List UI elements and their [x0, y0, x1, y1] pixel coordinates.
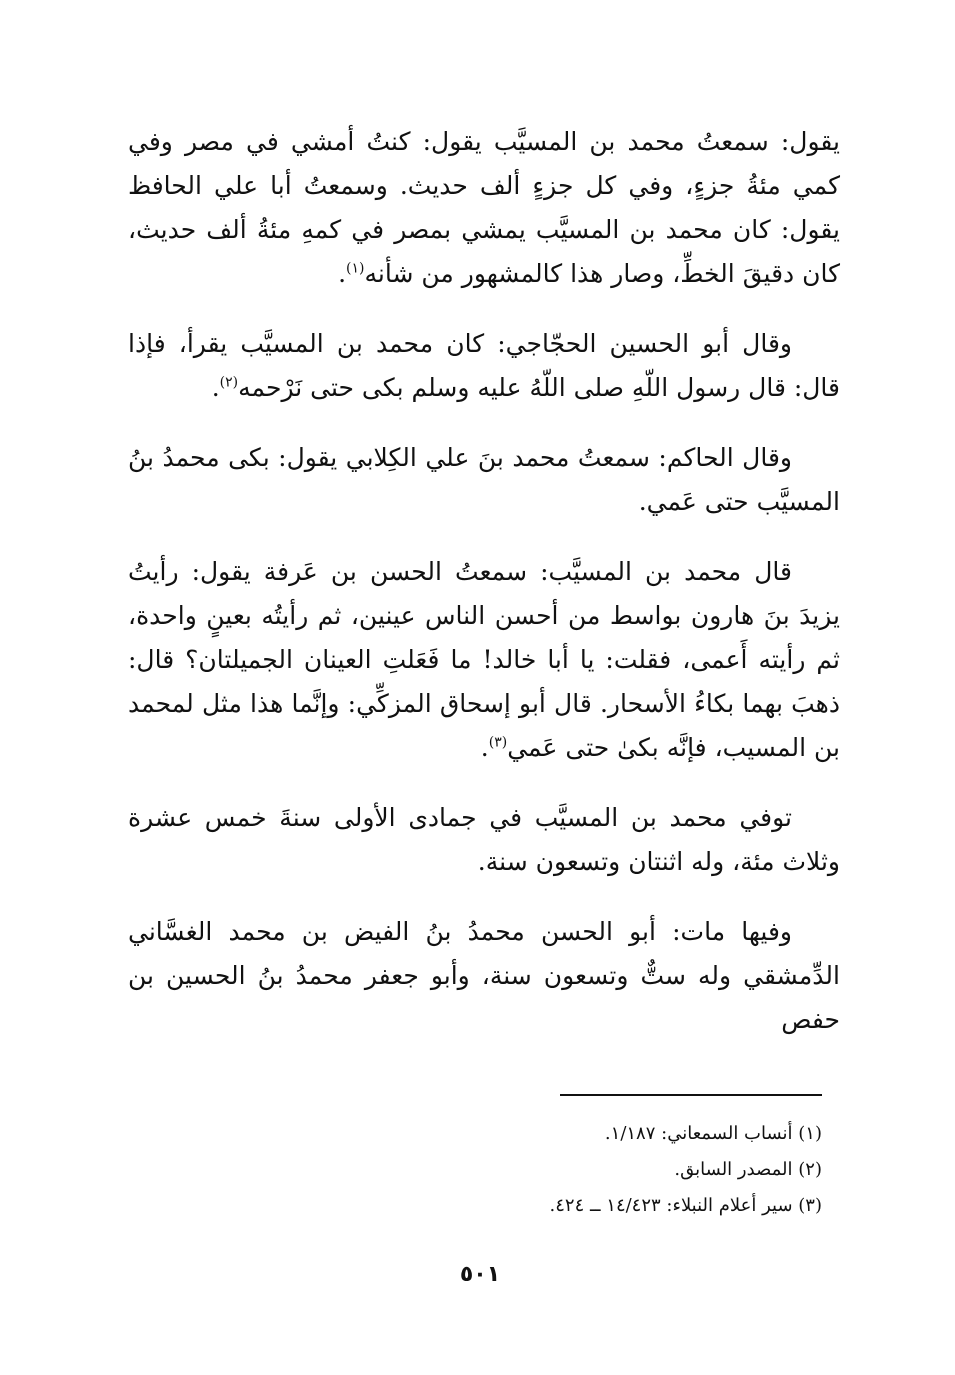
paragraph-3-text: وقال الحاكم: سمعتُ محمد بنَ علي الكِلابي يقول: بكى محمدُ بنُ المسيَّب حتى عَمي.: [128, 443, 840, 516]
paragraph-1: [128, 120, 840, 296]
paragraph-1-text: يقول: سمعتُ محمد بن المسيَّب يقول: كنتُ أمشي في مصر وفي كمي مئةُ جزءٍ، وفي كل جزءٍ ألف حديث. وسمعتُ أبا علي الحافظ يقول: كان محمد بن المسيَّب يمشي بمصر في كمهِ مئةُ ألف حديث، كان دقيقَ الخطِّ، وصار هذا كالمشهور من شأنه: [128, 127, 840, 288]
paragraph-2: [128, 322, 840, 410]
main-text: [128, 120, 840, 1068]
paragraph-2-end: .: [211, 373, 220, 402]
footnotes: [420, 1116, 822, 1224]
paragraph-1-end: .: [338, 259, 347, 288]
footnote-divider: [560, 1094, 822, 1096]
footnote-2: (٢) المصدر السابق.: [674, 1159, 822, 1180]
paragraph-4-end: .: [480, 733, 489, 762]
footnote-1: (١) أنساب السمعاني: ١/١٨٧.: [604, 1123, 822, 1144]
footnote-ref-1[interactable]: (١): [346, 260, 365, 277]
paragraph-3: [128, 436, 840, 524]
footnote-ref-3[interactable]: (٣): [488, 734, 508, 751]
paragraph-4-text: قال محمد بن المسيَّب: سمعتُ الحسن بن عَرفة يقول: رأيتُ يزيدَ بنَ هارون بواسط من أحسن الناس عينين، ثم رأيتُه بعينٍ واحدة، ثم رأيته أَعمى، فقلت: يا أبا خالد! ما فَعَلتِ العينان الجميلتان؟ قال: ذهبَ بهما بكاءُ الأسحار. قال أبو إسحاق المزكِّي: وإنَّما هذا مثل لمحمد بن المسيب، فإنَّه بكىٰ حتى عَمي: [128, 557, 840, 762]
paragraph-2-text: وقال أبو الحسين الحجّاجي: كان محمد بن المسيَّب يقرأ، فإذا قال: قال رسول اللّهِ صلى اللّهُ عليه وسلم بكى حتى نَرْحمه: [128, 329, 840, 402]
paragraph-6-text: وفيها مات: أبو الحسن محمدُ بنُ الفيض بن محمد الغسَّاني الدِّمشقي وله ستٌّ وتسعون سنة، وأبو جعفر محمدُ بنُ الحسين بن حفص: [128, 917, 840, 1034]
paragraph-5-text: توفي محمد بن المسيَّب في جمادى الأولى سنةَ خمس عشرة وثلاث مئة، وله اثنتان وتسعون سنة.: [128, 803, 840, 876]
paragraph-5: [128, 796, 840, 884]
page-number: ٥٠١: [459, 1262, 501, 1287]
paragraph-6: [128, 910, 840, 1042]
footnote-3: (٣) سير أعلام النبلاء: ١٤/٤٢٣ ــ ٤٢٤.: [549, 1195, 822, 1216]
footnote-ref-2[interactable]: (٢): [219, 374, 239, 391]
paragraph-4: [128, 550, 840, 770]
